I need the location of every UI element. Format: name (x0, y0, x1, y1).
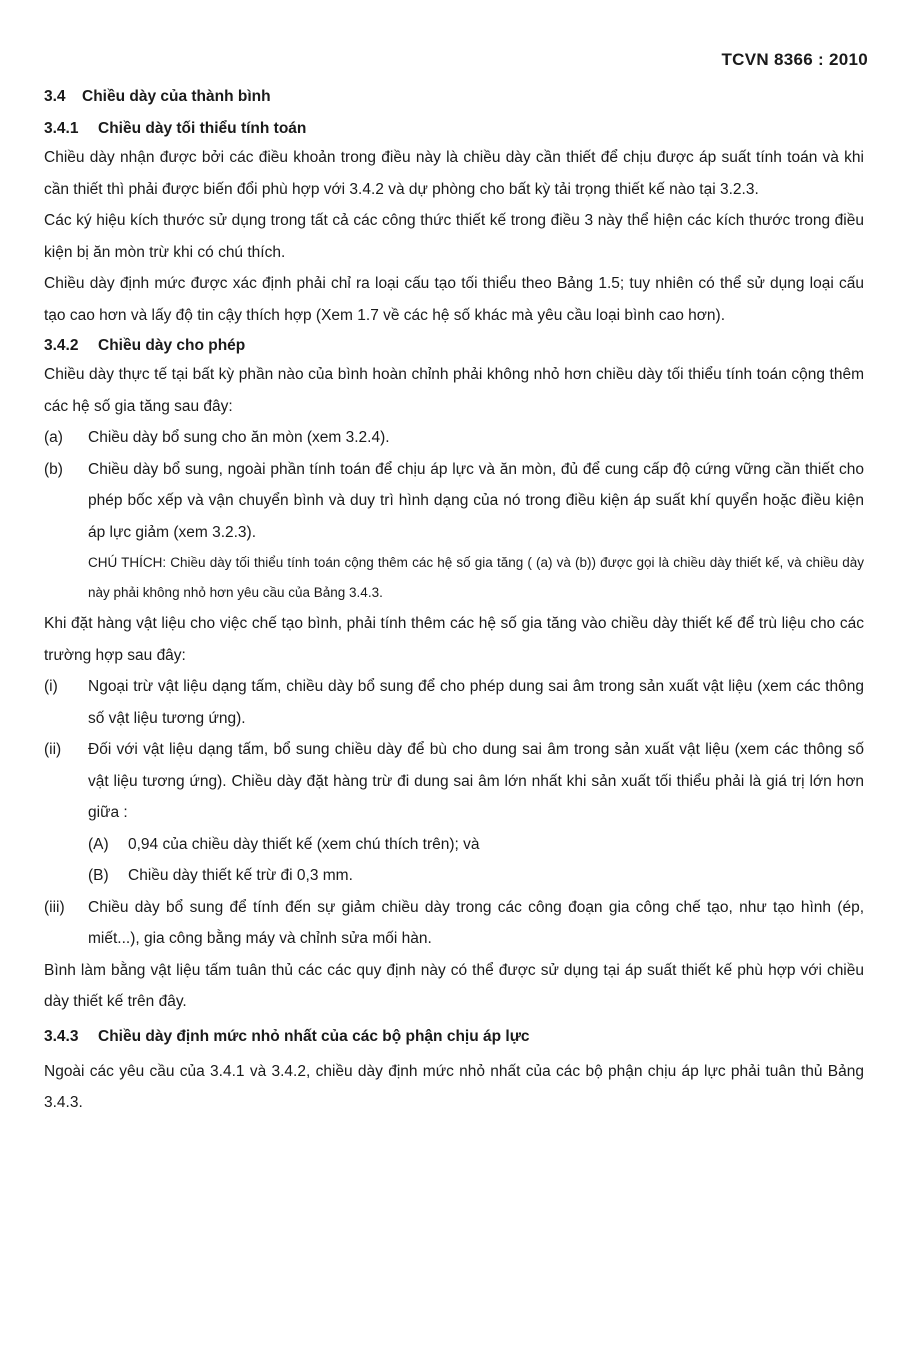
heading-number: 3.4.3 (44, 1027, 79, 1045)
heading-3-4-2 (44, 333, 864, 359)
list-text: Đối với vật liệu dạng tấm, bổ sung chiều dày để bù cho dung sai âm trong sản xuất vật liệu (xem các thông số vật liệu tương ứng). Chiều dày đặt hàng trừ đi dung sai âm lớn nhất khi sản xuất tối thiểu phải là giá trị lớn hơn giữa : (88, 741, 864, 821)
paragraph: Chiều dày thực tế tại bất kỳ phần nào của bình hoàn chỉnh phải không nhỏ hơn chiều dày tối thiểu tính toán cộng thêm các hệ số gia tăng sau đây: (44, 366, 864, 415)
heading-number: 3.4.1 (44, 120, 79, 137)
heading-title: Chiều dày cho phép (98, 337, 246, 354)
list-label: (b) (44, 460, 63, 478)
paragraph: Chiều dày nhận được bởi các điều khoản trong điều này là chiều dày cần thiết để chịu được áp suất tính toán và khi cần thiết thì phải được biến đổi phù hợp với 3.4.2 và dự phòng cho bất kỳ tải trọng thiết kế nào tại 3.2.3. (44, 149, 864, 198)
document-body (44, 84, 864, 1119)
paragraph: Khi đặt hàng vật liệu cho việc chế tạo bình, phải tính thêm các hệ số gia tăng vào chiều dày thiết kế để trù liệu cho các trường hợp sau đây: (44, 615, 864, 664)
sub-list-label: (A) (88, 835, 109, 853)
list-text: Chiều dày bổ sung để tính đến sự giảm chiều dày trong các công đoạn gia công chế tạo, như tạo hình (ép, miết...), gia công bằng máy và chỉnh sửa mối hàn. (88, 898, 864, 947)
heading-3-4-3 (44, 1024, 864, 1050)
sub-list-item (88, 829, 864, 861)
note: CHÚ THÍCH: Chiều dày tối thiểu tính toán cộng thêm các hệ số gia tăng ( (a) và (b)) được gọi là chiều dày thiết kế, và chiều dày này phải không nhỏ hơn yêu cầu của Bảng 3.4.3. (88, 555, 864, 600)
standard-code: TCVN 8366 : 2010 (721, 50, 868, 69)
sub-list-text: Chiều dày thiết kế trừ đi 0,3 mm. (128, 867, 353, 884)
list-text: Chiều dày bổ sung, ngoài phần tính toán để chịu áp lực và ăn mòn, đủ để cung cấp độ cứng vững cần thiết cho phép bốc xếp và vận chuyển bình và duy trì hình dạng của nó trong điều kiện áp suất khí quyển hoặc điều kiện áp lực giảm (xem 3.2.3). (88, 460, 864, 541)
heading-number: 3.4.2 (44, 337, 79, 354)
list-text: Ngoại trừ vật liệu dạng tấm, chiều dày bổ sung để cho phép dung sai âm trong sản xuất vật liệu (xem các thông số vật liệu tương ứng). (88, 678, 864, 727)
heading-title: Chiều dày định mức nhỏ nhất của các bộ phận chịu áp lực (98, 1027, 530, 1045)
list-label: (i) (44, 678, 58, 695)
heading-3-4 (44, 84, 864, 110)
list-item (44, 734, 864, 829)
heading-title: Chiều dày của thành bình (82, 88, 271, 105)
paragraph: Bình làm bằng vật liệu tấm tuân thủ các các quy định này có thể được sử dụng tại áp suất thiết kế phù hợp với chiều dày thiết kế trên đây. (44, 961, 864, 1010)
sub-list-label: (B) (88, 867, 109, 884)
heading-title: Chiều dày tối thiểu tính toán (98, 120, 307, 137)
list-item (44, 454, 864, 549)
sub-list-item (88, 860, 864, 892)
list-label: (iii) (44, 898, 65, 916)
list-label: (a) (44, 429, 63, 446)
heading-number: 3.4 (44, 88, 66, 105)
list-item (44, 892, 864, 955)
paragraph: Chiều dày định mức được xác định phải chỉ ra loại cấu tạo tối thiểu theo Bảng 1.5; tuy nhiên có thể sử dụng loại cấu tạo cao hơn và lấy độ tin cậy thích hợp (Xem 1.7 về các hệ số khác mà yêu cầu loại bình cao hơn). (44, 275, 864, 324)
list-label: (ii) (44, 741, 62, 758)
heading-3-4-1 (44, 116, 864, 142)
paragraph: Ngoài các yêu cầu của 3.4.1 và 3.4.2, chiều dày định mức nhỏ nhất của các bộ phận chịu áp lực phải tuân thủ Bảng 3.4.3. (44, 1062, 864, 1111)
list-item (44, 422, 864, 454)
paragraph: Các ký hiệu kích thước sử dụng trong tất cả các công thức thiết kế trong điều 3 này thể hiện các kích thước trong điều kiện bị ăn mòn trừ khi có chú thích. (44, 212, 864, 261)
list-text: Chiều dày bổ sung cho ăn mòn (xem 3.2.4). (88, 429, 390, 446)
sub-list-text: 0,94 của chiều dày thiết kế (xem chú thích trên); và (128, 835, 480, 853)
list-item (44, 671, 864, 734)
